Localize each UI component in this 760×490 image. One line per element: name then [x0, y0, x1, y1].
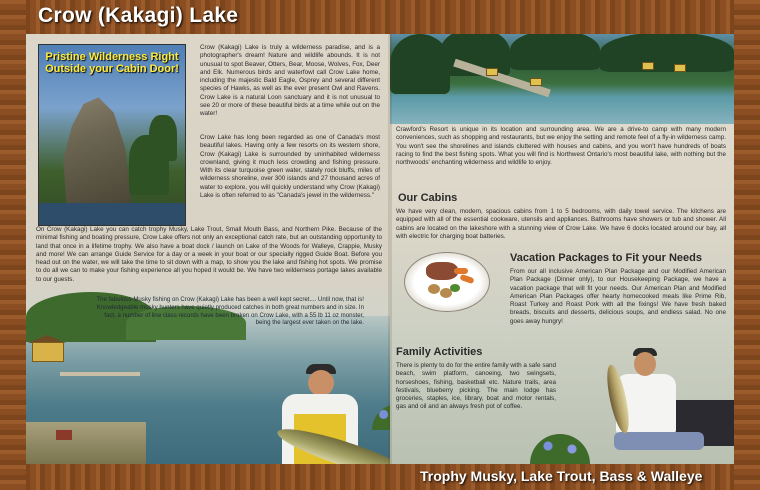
inset-caption: Pristine Wilderness Right Outside your Cabin Door!: [45, 51, 179, 75]
dock: [60, 372, 140, 376]
page-title: Crow (Kakagi) Lake: [38, 4, 239, 27]
resort-intro-paragraph: Crawford's Resort is unique in its location and surrounding area. We are a drive-to camp with many modern conveniences, such as shopping and restaurants, but we enjoy the setting and remote feel of a fly-in wilderness camp. You won't see the shorelines and islands cluttered with houses and cabins, and you won't have hundreds of boats racing to find the best fishing spots. What you will find is Northwest Ontario's most beautiful lake, with nothing but the northwoods' enchanting wilderness and wildlife to enjoy.: [396, 126, 726, 167]
vacation-heading: Vacation Packages to Fit your Needs: [510, 252, 702, 264]
vacation-paragraph: From our all inclusive American Plan Package and our Modified American Plan Package (Dinner only), to our Housekeeping Package, we have a vacation package that will fit your needs. Our American Plan and Modified American Plan Packages offer hearty homecooked meals like Prime Rib, Roast Turkey and Roast Pork with all the fixings! We have fresh baked breads, biscuits and desserts, delicious soups, and endless salad. No one goes away hungry!: [510, 268, 726, 325]
pine-tree: [149, 115, 177, 161]
angler-jeans: [614, 432, 704, 450]
rock-cliff: [59, 93, 131, 203]
page-fold: [388, 34, 392, 464]
water-strip: [39, 203, 185, 225]
left-panel: [26, 34, 390, 464]
cabin: [486, 68, 498, 76]
cabin: [674, 64, 686, 72]
lawn-chairs: [56, 430, 72, 440]
inset-photo-cliff: [38, 44, 186, 226]
shoreline: [26, 422, 146, 464]
cabin: [530, 78, 542, 86]
potato: [428, 284, 440, 294]
cabin: [642, 62, 654, 70]
family-paragraph: There is plenty to do for the entire family with a safe sand beach, swim platform, canoeing, two swingsets, horseshoes, fishing, basketball etc. Nature trails, area festivals, blueberry picking. The main lodge has groceries, staples, ice, library, boat and motor rentals, gas and oil and an always fresh pot of coffee.: [396, 362, 556, 411]
dinner-plate-photo: [404, 252, 490, 312]
right-panel: [390, 34, 734, 464]
wildlife-paragraph: Crow (Kakagi) Lake is truly a wilderness paradise, and is a photographer's dream! Nature and wildlife abounds. It is not unusual to spot Beaver, Otters, Bear, Moose, Wolves, Fox, Deer and Elk. Numerous birds and waterfowl call Crow Lake home, including the majestic Bald Eagle, Osprey and several different species of Hawks, as well as the ever present Owl and Ravens. Crow Lake is a natural Loon sanctuary and it is not unusual to see 20 or more of these beautiful birds at a time while out on the water!: [200, 44, 380, 118]
cabin: [32, 342, 64, 362]
parsley: [450, 284, 460, 292]
wood-frame-right: [734, 0, 760, 490]
musky-quote: The fabulous Musky fishing on Crow (Kakagi) Lake has been a well kept secret.... Until now, that is! Knowledgeable musky hunters have quietly produced catches in both great numbers and in size. In fact, a number of line class records have been broken on Crow Lake, with a 55 lb 11 oz monster, being the largest ever taken on the lake.: [96, 296, 364, 327]
carrot: [454, 268, 468, 274]
family-heading: Family Activities: [396, 346, 483, 358]
tree: [600, 34, 734, 72]
cabins-heading: Our Cabins: [398, 192, 458, 204]
wildflowers: [530, 434, 590, 464]
angler-head: [634, 352, 656, 376]
lake-description-paragraph: Crow Lake has long been regarded as one of Canada's most beautiful lakes. Having only a few resorts on its western shore, Crow (Kakagi) Lake is surrounded by uninhabited wilderness crownland, giving it much less crowding and fishing pressure. With its clear turquoise green water, stately rock bluffs, miles of wilderness shoreline, over 300 islands and 27 thousand acres of water to explore, you will quickly understand why Crow (Kakagi) Lake is often referred to as "Canada's jewel in the wilderness.": [200, 134, 380, 200]
tree: [510, 34, 600, 70]
aerial-resort-photo: [390, 34, 734, 124]
fisherman-head: [308, 370, 334, 396]
footer-banner: Trophy Musky, Lake Trout, Bass & Walleye: [420, 468, 703, 484]
fishing-paragraph: On Crow (Kakagi) Lake you can catch trophy Musky, Lake Trout, Small Mouth Bass, and Northern Pike. Because of the minimal fishing and boating pressure, Crow Lake offers not only an exceptional catch rate, but an outstanding opportunity to land that once in a lifetime trophy. We also have a boat dock / launch on Lake of the Woods for Walleye, Crappie, Musky and more! We can arrange Guide Service for a day or a week in your boat or our specially rigged Guide Boat. Before you head out on the water, we will take the time to sit down with a map, to show you the lake and fishing hot spots. We promise to do all we can to make your fishing experience all you hoped it would be. We have two wilderness portage lakes available to our guests.: [36, 226, 382, 283]
cabins-paragraph: We have very clean, modern, spacious cabins from 1 to 5 bedrooms, with daily towel service. The kitchens are equipped with all of the essential cookware, utensils and appliances. Bathrooms have showers or tub and shower. All cabins are located on the lakeshore with a stunning view of Crow Lake. We have 6 docks located around our bay, all with electric for charging boat batteries.: [396, 208, 726, 240]
wood-frame-left: [0, 0, 26, 490]
